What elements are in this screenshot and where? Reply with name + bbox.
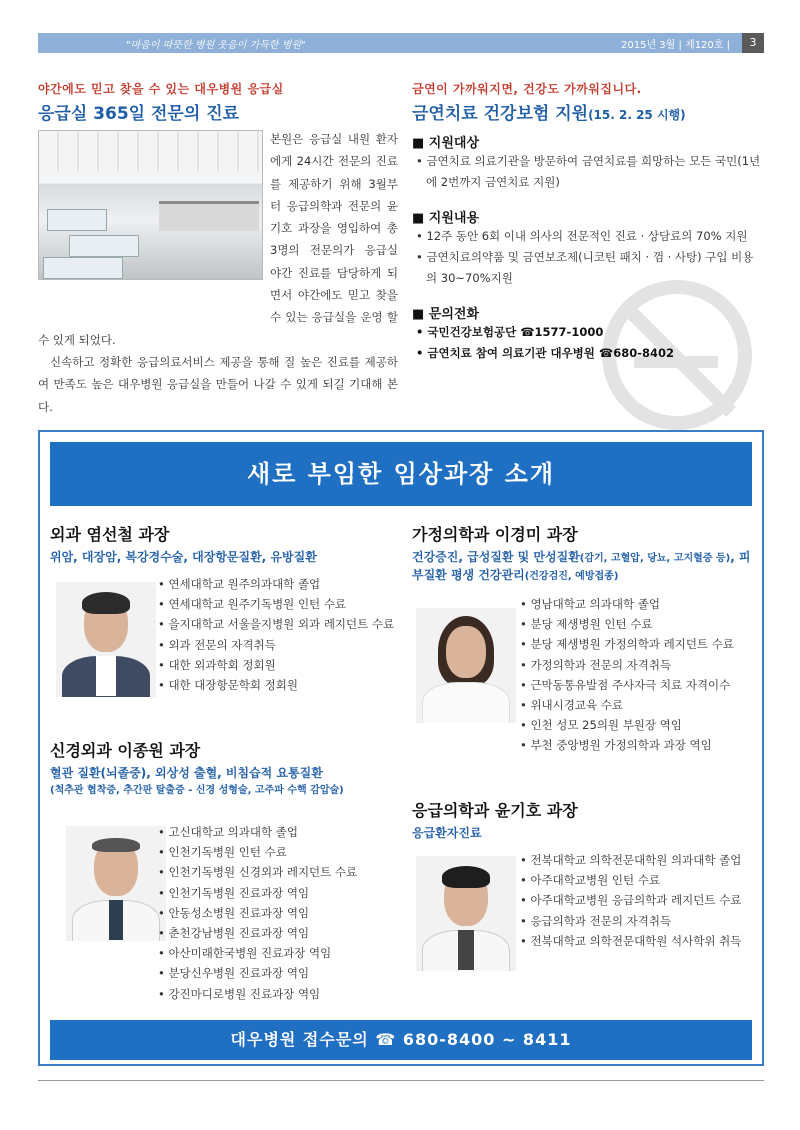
doctor-photo	[416, 608, 516, 723]
er-title: 응급실 365일 전문의 진료	[38, 104, 240, 124]
contact-item: • 금연치료 참여 의료기관 대우병원 ☎680-8402	[416, 346, 675, 360]
career-item: • 대한 외과학회 정회원	[158, 657, 276, 672]
support-content-item: • 금연치료의약품 및 금연보조제(니코틴 패치 · 껌 · 사탕) 구입 비용의 30~70%지원	[416, 250, 754, 285]
career-item: • 가정의학과 전문의 자격취득	[520, 657, 672, 672]
doctor-name: 신경외과 이종원 과장	[50, 741, 201, 760]
doctors-banner: 새로 부임한 임상과장 소개	[50, 442, 752, 506]
doctor-career-list	[520, 594, 758, 756]
career-item: • 연세대학교 원주의과대학 졸업	[158, 577, 321, 591]
doctor-card	[412, 522, 757, 792]
smoking-article	[412, 80, 764, 364]
doctor-photo	[56, 582, 156, 697]
contact-item: • 국민건강보험공단 ☎1577-1000	[416, 325, 604, 339]
career-item: • 춘천강남병원 진료과장 역임	[158, 926, 310, 941]
header-slogan: "마음이 따뜻한 병원 웃음이 가득한 병원"	[126, 40, 306, 51]
doctor-career-list	[158, 574, 398, 695]
career-item: • 전북대학교 의학전문대학원 의과대학 졸업	[520, 853, 742, 867]
career-item: • 아주대학교병원 응급의학과 레지던트 수료	[520, 893, 742, 908]
doctor-name: 가정의학과 이경미 과장	[412, 525, 578, 544]
page-header-bar	[38, 33, 764, 53]
doctor-photo	[416, 856, 516, 971]
support-target-heading: ■ 지원대상	[412, 136, 480, 151]
page-bottom-rule	[38, 1080, 764, 1081]
career-item: • 외과 전문의 자격취득	[158, 637, 276, 652]
doctor-name: 외과 염선철 과장	[50, 525, 170, 544]
doctor-card	[412, 798, 757, 1013]
career-item: • 연세대학교 원주기독병원 인턴 수료	[158, 597, 347, 612]
doctor-career-list	[158, 822, 398, 1004]
er-article	[38, 80, 398, 414]
career-item: • 고신대학교 의과대학 졸업	[158, 825, 298, 839]
career-item: • 을지대학교 서울을지병원 외과 레지던트 수료	[158, 617, 395, 632]
doctor-specialty: 위암, 대장암, 복강경수술, 대장항문질환, 유방질환	[50, 550, 317, 564]
doctor-card	[50, 522, 400, 722]
new-doctors-box	[38, 430, 764, 1066]
career-item: • 분당신우병원 진료과장 역임	[158, 966, 310, 981]
er-paragraph-2: 신속하고 정확한 응급의료서비스 제공을 통해 질 높은 진료를 제공하여 만족도 높은 대우병원 응급실을 만들어 나갈 수 있게 되길 기대해 본다.	[38, 354, 398, 414]
career-item: • 인천기독병원 인턴 수료	[158, 845, 287, 860]
er-kicker: 야간에도 믿고 찾을 수 있는 대우병원 응급실	[38, 82, 284, 96]
er-paragraph-1: 본원은 응급실 내원 환자에게 24시간 전문의 진료를 제공하기 위해 3월부터 응급의학과 전문의 윤기호 과장을 영입하여 총 3명의 전문의가 응급실 야간 진료를 담당하게 되면서 야간에도 믿고 찾을 수 있는 응급실을 운영 할 수 있게 되었다.	[38, 132, 398, 347]
career-item: • 응급의학과 전문의 자격취득	[520, 913, 672, 928]
career-item: • 전북대학교 의학전문대학원 석사학위 취득	[520, 933, 742, 948]
contact-heading: ■ 문의전화	[412, 307, 480, 322]
doctor-card	[50, 738, 400, 1018]
career-item: • 근막동통유발점 주사자극 치료 자격이수	[520, 677, 731, 692]
career-item: • 아산미래한국병원 진료과장 역임	[158, 946, 332, 961]
page-number: 3	[742, 33, 764, 53]
smoking-title: 금연치료 건강보험 지원(15. 2. 25 시행)	[412, 104, 686, 124]
doctor-photo	[66, 826, 166, 941]
er-body	[38, 128, 398, 418]
doctor-name: 응급의학과 윤기호 과장	[412, 801, 578, 820]
doctor-specialty: 혈관 질환(뇌졸중), 외상성 출혈, 비침습적 요통질환 (척추관 협착증, 추간판 탈출증 - 신경 성형술, 고주파 수핵 감압술)	[50, 766, 344, 796]
career-item: • 인천기독병원 신경외과 레지던트 수료	[158, 865, 358, 880]
support-content-item: • 12주 동안 6회 이내 의사의 전문적인 진료 · 상담료의 70% 지원	[416, 229, 748, 243]
career-item: • 분당 제생병원 가정의학과 레지던트 수료	[520, 637, 734, 652]
smoking-sections	[412, 132, 764, 364]
doctor-career-list	[520, 850, 758, 951]
doctor-specialty: 건강증진, 급성질환 및 만성질환(감기, 고혈압, 당뇨, 고지혈증 등), 피부질환 평생 건강관리(건강검진, 예방접종)	[412, 550, 751, 582]
smoking-kicker: 금연이 가까워지면, 건강도 가까워집니다.	[412, 82, 642, 96]
doctor-specialty: 응급환자진료	[412, 826, 482, 840]
career-item: • 인천기독병원 진료과장 역임	[158, 885, 310, 900]
career-item: • 영남대학교 의과대학 졸업	[520, 597, 660, 611]
header-issue: 2015년 3월 | 제120호 |	[621, 40, 730, 51]
career-item: • 인천 성모 25의원 부원장 역임	[520, 718, 682, 733]
career-item: • 분당 제생병원 인턴 수료	[520, 617, 653, 632]
support-content-heading: ■ 지원내용	[412, 211, 480, 226]
career-item: • 부천 중앙병원 가정의학과 과장 역임	[520, 738, 712, 753]
career-item: • 아주대학교병원 인턴 수료	[520, 873, 660, 888]
career-item: • 안동성소병원 진료과장 역임	[158, 905, 310, 920]
career-item: • 위내시경교육 수료	[520, 698, 623, 713]
reception-contact-bar: 대우병원 접수문의 ☎ 680-8400 ~ 8411	[50, 1020, 752, 1060]
career-item: • 대한 대장항문학회 정회원	[158, 678, 298, 693]
career-item: • 강진마디로병원 진료과장 역임	[158, 986, 321, 1001]
support-target-item: • 금연치료 의료기관을 방문하여 금연치료를 희망하는 모든 국민(1년에 2번까지 금연치료 지원)	[416, 154, 761, 189]
